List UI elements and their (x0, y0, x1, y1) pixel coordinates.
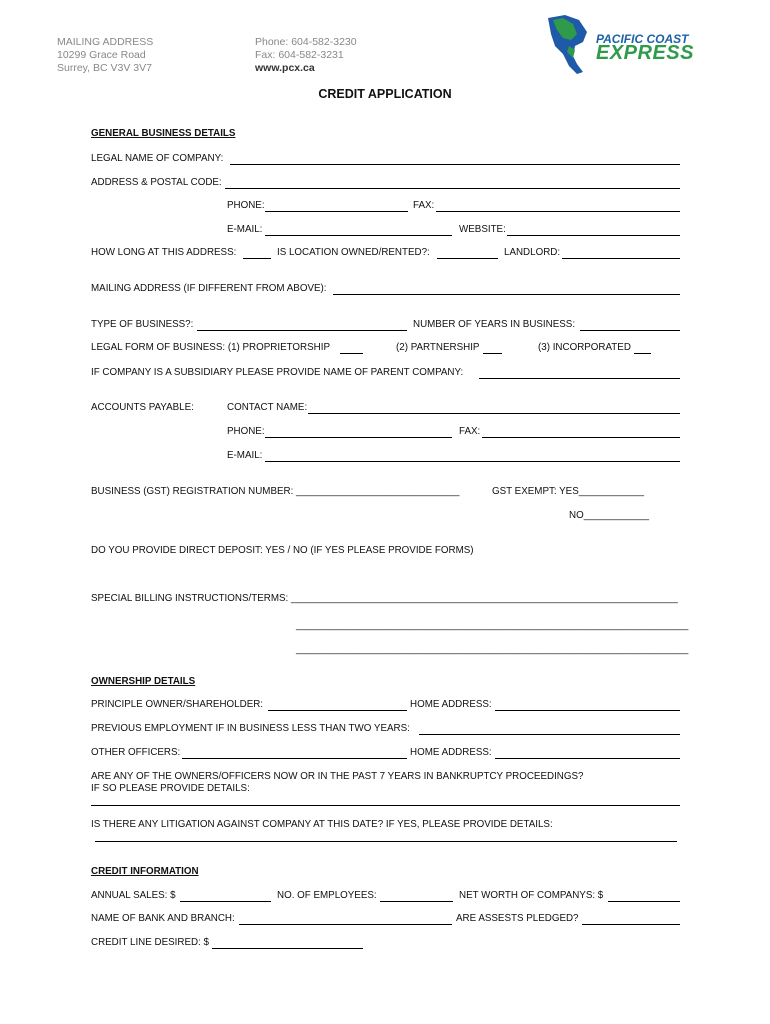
home-address-label-1: HOME ADDRESS: (410, 699, 492, 710)
page-title: CREDIT APPLICATION (318, 87, 452, 101)
bankruptcy-question: ARE ANY OF THE OWNERS/OFFICERS NOW OR IN THE PAST 7 YEARS IN BANKRUPTCY PROCEEDINGS? (91, 771, 584, 782)
principle-owner-field[interactable] (268, 710, 407, 711)
website-label: WEBSITE: (459, 224, 506, 235)
header-fax: Fax: 604-582-3231 (255, 49, 344, 61)
contact-name-label: CONTACT NAME: (227, 402, 308, 413)
fax-label: FAX: (413, 200, 435, 211)
ap-phone-label: PHONE: (227, 426, 265, 437)
mailing-label: MAILING ADDRESS (IF DIFFERENT FROM ABOVE): (91, 283, 327, 294)
employees-label: NO. OF EMPLOYEES: (277, 890, 377, 901)
years-label: NUMBER OF YEARS IN BUSINESS: (413, 319, 576, 330)
subsidiary-label: IF COMPANY IS A SUBSIDIARY PLEASE PROVIDE NAME OF PARENT COMPANY: (91, 367, 464, 378)
phone-label: PHONE: (227, 200, 265, 211)
gst-number-label: BUSINESS (GST) REGISTRATION NUMBER: ______________________________ (91, 486, 460, 497)
home-address-field-1[interactable] (495, 710, 680, 711)
home-address-field-2[interactable] (495, 758, 680, 759)
landlord-label: LANDLORD: (504, 247, 561, 258)
home-address-label-2: HOME ADDRESS: (410, 747, 492, 758)
address-label: ADDRESS & POSTAL CODE: (91, 177, 222, 188)
previous-employment-field[interactable] (419, 734, 680, 735)
billing-instructions-label[interactable]: SPECIAL BILLING INSTRUCTIONS/TERMS: _______________________________________________________________________ (91, 593, 678, 604)
net-worth-label: NET WORTH OF COMPANYS: $ (459, 890, 604, 901)
other-officers-label: OTHER OFFICERS: (91, 747, 181, 758)
ap-fax-label: FAX: (459, 426, 481, 437)
years-field[interactable] (580, 330, 680, 331)
assets-pledged-label: ARE ASSESTS PLEDGED? (456, 913, 579, 924)
bank-name-label: NAME OF BANK AND BRANCH: (91, 913, 235, 924)
bankruptcy-details-field[interactable] (91, 805, 680, 806)
annual-sales-label: ANNUAL SALES: $ (91, 890, 176, 901)
owned-rented-field[interactable] (437, 258, 498, 259)
address-line-1: 10299 Grace Road (57, 49, 146, 61)
principle-owner-label: PRINCIPLE OWNER/SHAREHOLDER: (91, 699, 264, 710)
owned-rented-label: IS LOCATION OWNED/RENTED?: (277, 247, 430, 258)
ap-email-label: E-MAIL: (227, 450, 263, 461)
how-long-label: HOW LONG AT THIS ADDRESS: (91, 247, 237, 258)
legal-form-label: LEGAL FORM OF BUSINESS: (1) PROPRIETORSHIP (91, 342, 330, 353)
website-field[interactable] (507, 235, 680, 236)
credit-line-field[interactable] (212, 948, 363, 949)
gst-exempt-yes[interactable]: GST EXEMPT: YES____________ (492, 486, 645, 497)
other-officers-field[interactable] (182, 758, 407, 759)
proprietorship-field[interactable] (340, 353, 363, 354)
logo-text-bottom: EXPRESS (596, 42, 694, 64)
business-type-field[interactable] (197, 330, 407, 331)
partnership-label: (2) PARTNERSHIP (396, 342, 480, 353)
email-field[interactable] (265, 235, 452, 236)
section-heading-general: GENERAL BUSINESS DETAILS (91, 128, 236, 139)
billing-line-3[interactable]: ________________________________________________________________________ (296, 644, 689, 655)
section-heading-ownership: OWNERSHIP DETAILS (91, 676, 196, 687)
header-phone: Phone: 604-582-3230 (255, 36, 357, 48)
ap-email-field[interactable] (265, 461, 680, 462)
fax-field[interactable] (436, 211, 680, 212)
logo-text-top: PACIFIC COAST (596, 32, 689, 46)
section-heading-credit: CREDIT INFORMATION (91, 866, 199, 877)
billing-line-2[interactable]: ________________________________________________________________________ (296, 620, 689, 631)
landlord-field[interactable] (562, 258, 680, 259)
employees-field[interactable] (380, 901, 453, 902)
legal-name-field[interactable] (230, 164, 680, 165)
email-label: E-MAIL: (227, 224, 263, 235)
business-type-label: TYPE OF BUSINESS?: (91, 319, 194, 330)
incorporated-label: (3) INCORPORATED (538, 342, 631, 353)
ap-phone-field[interactable] (265, 437, 452, 438)
header-website[interactable]: www.pcx.ca (255, 62, 315, 74)
ap-fax-field[interactable] (482, 437, 680, 438)
assets-pledged-field[interactable] (582, 924, 680, 925)
incorporated-field[interactable] (634, 353, 651, 354)
litigation-details-field[interactable] (95, 841, 677, 842)
litigation-question: IS THERE ANY LITIGATION AGAINST COMPANY AT THIS DATE? IF YES, PLEASE PROVIDE DETAILS: (91, 819, 553, 830)
contact-name-field[interactable] (308, 413, 680, 414)
direct-deposit-label: DO YOU PROVIDE DIRECT DEPOSIT: YES / NO (IF YES PLEASE PROVIDE FORMS) (91, 545, 474, 556)
subsidiary-field[interactable] (479, 378, 680, 379)
partnership-field[interactable] (483, 353, 502, 354)
address-line-2: Surrey, BC V3V 3V7 (57, 62, 152, 74)
net-worth-field[interactable] (608, 901, 680, 902)
mailing-field[interactable] (333, 294, 680, 295)
previous-employment-label: PREVIOUS EMPLOYMENT IF IN BUSINESS LESS THAN TWO YEARS: (91, 723, 410, 734)
bank-name-field[interactable] (239, 924, 452, 925)
address-field[interactable] (225, 188, 680, 189)
credit-line-label: CREDIT LINE DESIRED: $ (91, 937, 209, 948)
accounts-payable-label: ACCOUNTS PAYABLE: (91, 402, 194, 413)
phone-field[interactable] (265, 211, 408, 212)
mailing-address-label: MAILING ADDRESS (57, 36, 154, 48)
gst-exempt-no[interactable]: NO____________ (569, 510, 650, 521)
bankruptcy-details-label: IF SO PLEASE PROVIDE DETAILS: (91, 783, 250, 794)
annual-sales-field[interactable] (180, 901, 271, 902)
legal-name-label: LEGAL NAME OF COMPANY: (91, 153, 224, 164)
how-long-field[interactable] (243, 258, 271, 259)
